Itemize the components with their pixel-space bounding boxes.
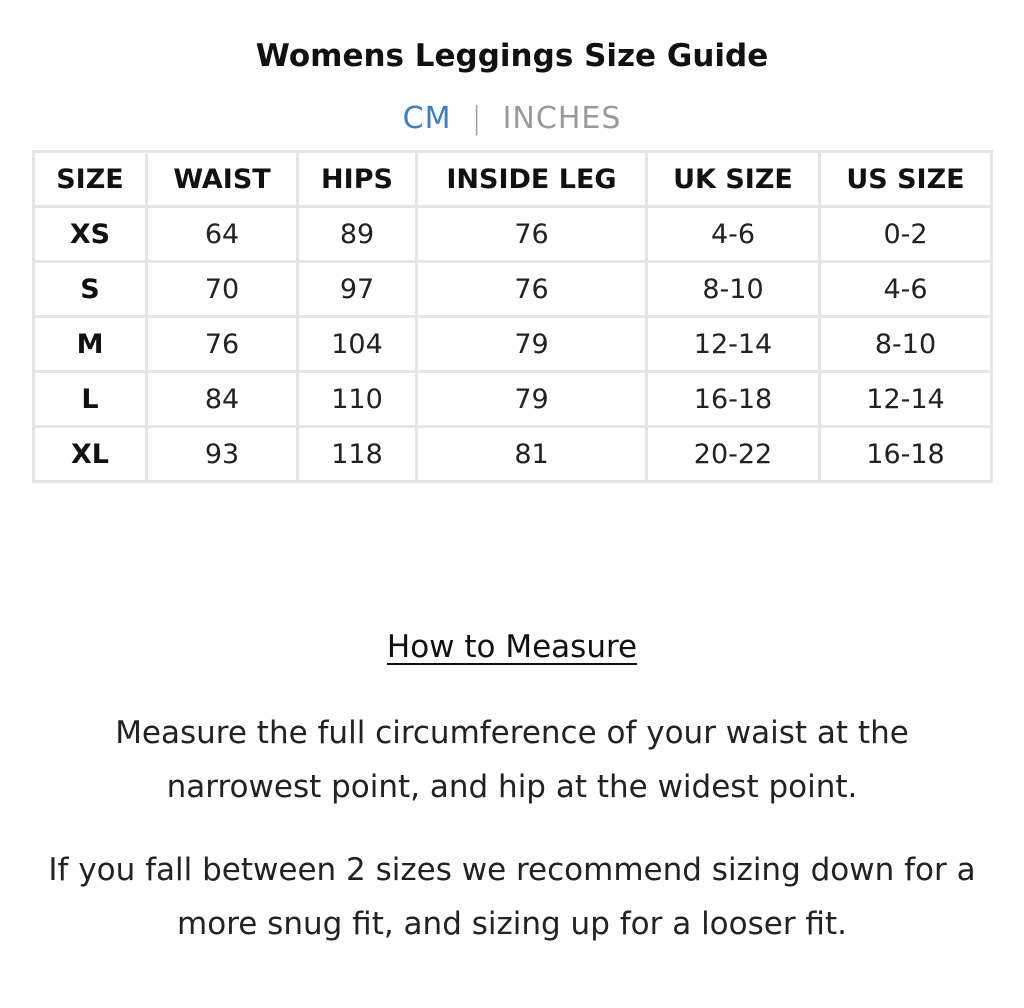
inside-leg-cell: 76	[417, 262, 647, 317]
waist-cell: 76	[147, 317, 298, 372]
table-row	[34, 372, 992, 427]
us-size-cell: 0-2	[820, 207, 992, 262]
table-header-row	[34, 152, 992, 207]
uk-size-cell: 20-22	[647, 427, 820, 482]
unit-cm-option[interactable]: CM	[402, 100, 452, 136]
waist-cell: 93	[147, 427, 298, 482]
waist-cell: 84	[147, 372, 298, 427]
us-size-cell: 16-18	[820, 427, 992, 482]
hips-cell: 118	[298, 427, 417, 482]
hips-cell: 97	[298, 262, 417, 317]
page-title: Womens Leggings Size Guide	[255, 38, 769, 74]
uk-size-cell: 4-6	[647, 207, 820, 262]
table-row	[34, 317, 992, 372]
how-to-measure-heading	[0, 626, 1024, 668]
hips-cell: 89	[298, 207, 417, 262]
hips-cell: 110	[298, 372, 417, 427]
size-cell: M	[34, 317, 147, 372]
hips-cell: 104	[298, 317, 417, 372]
unit-inches-option[interactable]: INCHES	[502, 100, 622, 136]
unit-toggle	[0, 98, 1024, 139]
inside-leg-cell: 81	[417, 427, 647, 482]
column-header-inside-leg: INSIDE LEG	[417, 152, 647, 207]
uk-size-cell: 12-14	[647, 317, 820, 372]
sizing-advice-paragraph: If you fall between 2 sizes we recommend sizing down for a more snug fit, and sizing up for a looser fit.	[48, 852, 976, 942]
table-row	[34, 207, 992, 262]
column-header-hips: HIPS	[298, 152, 417, 207]
size-cell: S	[34, 262, 147, 317]
waist-cell: 70	[147, 262, 298, 317]
us-size-cell: 8-10	[820, 317, 992, 372]
inside-leg-cell: 79	[417, 372, 647, 427]
column-header-uk-size: UK SIZE	[647, 152, 820, 207]
size-table	[32, 150, 993, 483]
size-cell: XS	[34, 207, 147, 262]
uk-size-cell: 8-10	[647, 262, 820, 317]
table-row	[34, 427, 992, 482]
how-to-measure-heading-text: How to Measure	[386, 629, 638, 665]
waist-cell: 64	[147, 207, 298, 262]
measure-instructions-paragraph: Measure the full circumference of your waist at the narrowest point, and hip at the widest point.	[115, 715, 909, 805]
inside-leg-cell: 79	[417, 317, 647, 372]
table-row	[34, 262, 992, 317]
unit-separator: |	[471, 100, 483, 136]
inside-leg-cell: 76	[417, 207, 647, 262]
column-header-us-size: US SIZE	[820, 152, 992, 207]
us-size-cell: 12-14	[820, 372, 992, 427]
us-size-cell: 4-6	[820, 262, 992, 317]
size-cell: L	[34, 372, 147, 427]
column-header-size: SIZE	[34, 152, 147, 207]
column-header-waist: WAIST	[147, 152, 298, 207]
uk-size-cell: 16-18	[647, 372, 820, 427]
size-cell: XL	[34, 427, 147, 482]
